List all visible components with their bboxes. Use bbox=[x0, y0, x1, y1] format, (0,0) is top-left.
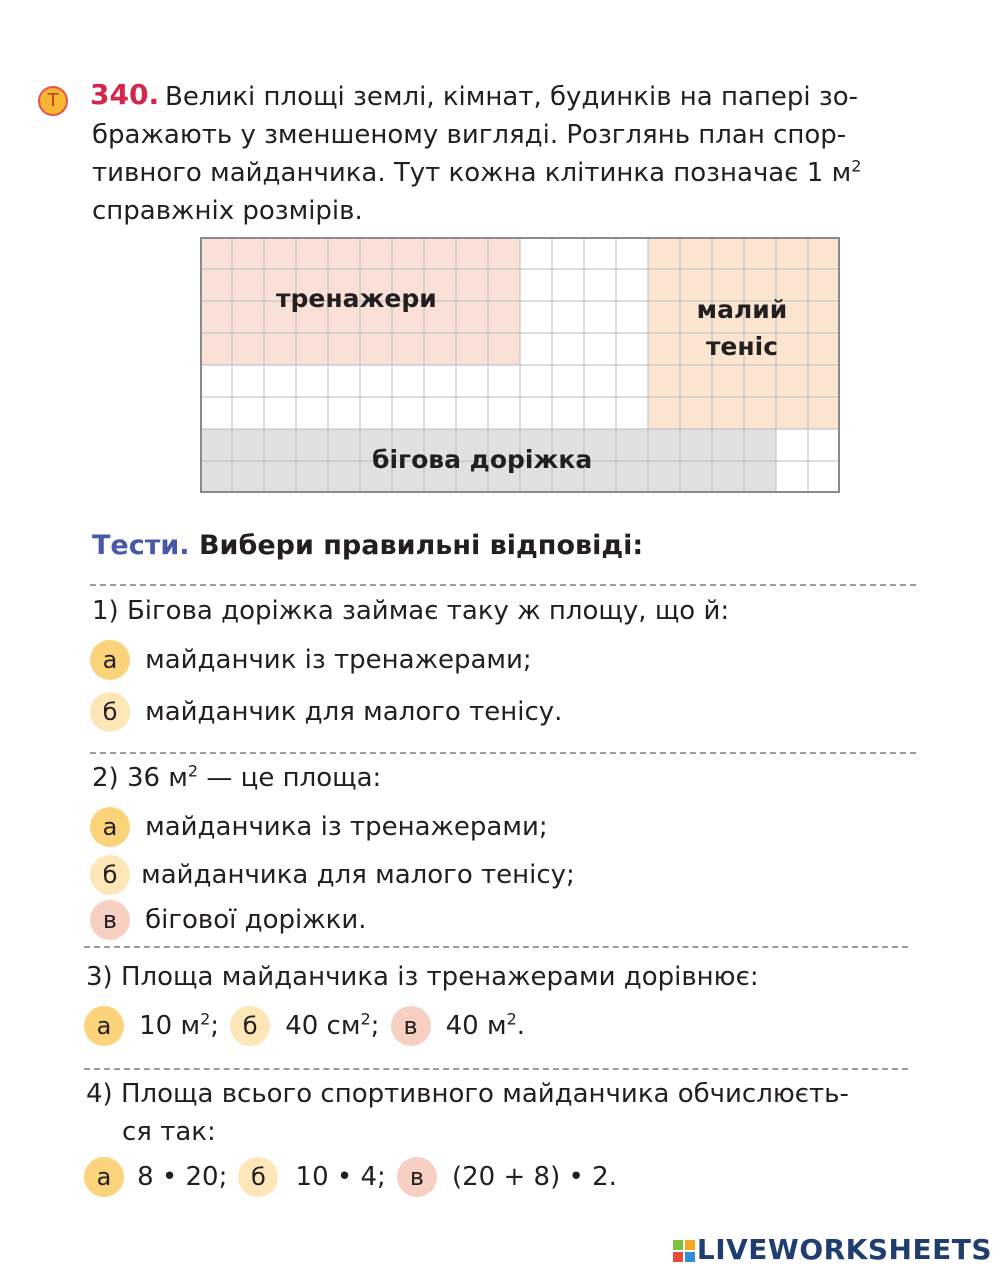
q2-option-b-marker[interactable]: б bbox=[90, 855, 130, 895]
q2-option-v[interactable] bbox=[90, 900, 367, 940]
question-3: 3) Площа майданчика із тренажерами дорівнює: bbox=[86, 962, 759, 992]
q3-option-a-value: 10 м bbox=[139, 1011, 201, 1041]
q3-option-a-after: ; bbox=[210, 1011, 220, 1041]
q1-option-a-marker[interactable]: а bbox=[90, 640, 130, 680]
q1-option-b[interactable] bbox=[90, 692, 562, 732]
q4-option-v-marker[interactable]: в bbox=[397, 1157, 437, 1197]
q3-option-v-text bbox=[446, 1011, 525, 1041]
q4-option-b[interactable] bbox=[238, 1162, 390, 1192]
question-4-line-2: ся так: bbox=[122, 1117, 216, 1147]
q2-option-a-text: майданчика із тренажерами; bbox=[145, 812, 548, 842]
divider bbox=[84, 1068, 908, 1070]
question-1: 1) Бігова доріжка займає таку ж площу, що й: bbox=[92, 596, 730, 626]
zone-label-trenazhery: тренажери bbox=[276, 284, 437, 313]
q4-option-b-marker[interactable]: б bbox=[238, 1157, 278, 1197]
q1-option-b-marker[interactable]: б bbox=[90, 692, 130, 732]
task-text-line-3-main: тивного майданчика. Тут кожна клітинка позначає 1 м bbox=[92, 158, 852, 188]
task-text-line-1: Великі площі землі, кімнат, будинків на папері зо- bbox=[165, 82, 859, 112]
q3-option-a-sup: 2 bbox=[200, 1009, 211, 1029]
q1-option-a-text: майданчик із тренажерами; bbox=[145, 645, 532, 675]
q3-option-b[interactable] bbox=[230, 1009, 384, 1041]
tests-instruction: Вибери правильні відповіді: bbox=[198, 530, 644, 561]
divider bbox=[84, 946, 908, 948]
q1-option-b-text: майданчик для малого тенісу. bbox=[145, 697, 563, 727]
task-text-line-4: справжніх розмірів. bbox=[92, 196, 363, 226]
question-2 bbox=[92, 760, 381, 796]
tests-label: Тести. bbox=[92, 530, 190, 561]
question-2-pre: 2) 36 м bbox=[92, 763, 188, 793]
q3-option-v-sup: 2 bbox=[506, 1009, 517, 1029]
q3-option-a-marker[interactable]: а bbox=[84, 1006, 124, 1046]
q4-option-a[interactable] bbox=[84, 1162, 232, 1192]
q2-option-a-marker[interactable]: а bbox=[90, 807, 130, 847]
q2-option-a[interactable] bbox=[90, 807, 548, 847]
q4-option-v-text: (20 + 8) • 2. bbox=[452, 1162, 617, 1192]
q2-option-b[interactable] bbox=[90, 855, 575, 895]
q1-option-a[interactable] bbox=[90, 640, 532, 680]
task-text-line-3 bbox=[92, 154, 861, 192]
q2-option-v-text: бігової доріжки. bbox=[145, 905, 367, 935]
q3-option-b-marker[interactable]: б bbox=[230, 1006, 270, 1046]
q2-option-b-text: майданчика для малого тенісу; bbox=[141, 860, 575, 890]
zone-label-track: бігова доріжка bbox=[372, 445, 593, 474]
task-text-line-2: бражають у зменшеному вигляді. Розглянь план спор- bbox=[92, 120, 847, 150]
q4-options bbox=[84, 1157, 617, 1197]
liveworksheets-logo bbox=[673, 1233, 992, 1266]
question-2-sup: 2 bbox=[187, 761, 199, 781]
zone-label-tennis-2: теніс bbox=[705, 332, 779, 361]
question-4-line-1: 4) Площа всього спортивного майданчика обчислюєть- bbox=[86, 1079, 849, 1109]
liveworksheets-logo-icon bbox=[673, 1240, 695, 1262]
q3-option-b-text bbox=[285, 1011, 379, 1041]
q2-option-v-marker[interactable]: в bbox=[90, 900, 130, 940]
q4-option-a-text: 8 • 20; bbox=[137, 1162, 228, 1192]
q3-option-v-marker[interactable]: в bbox=[391, 1006, 431, 1046]
q3-option-a[interactable] bbox=[84, 1009, 224, 1041]
q3-options bbox=[84, 1006, 525, 1046]
q3-option-v-value: 40 м bbox=[445, 1011, 507, 1041]
divider bbox=[90, 584, 916, 586]
divider bbox=[90, 752, 916, 754]
q3-option-b-after: ; bbox=[370, 1011, 380, 1041]
task-number: 340. bbox=[90, 78, 160, 111]
question-2-post: — це площа: bbox=[198, 763, 382, 793]
q3-option-b-value: 40 см bbox=[285, 1011, 361, 1041]
liveworksheets-logo-text: LIVEWORKSHEETS bbox=[696, 1233, 992, 1266]
task-type-badge: Т bbox=[38, 86, 68, 116]
q4-option-a-marker[interactable]: а bbox=[84, 1157, 124, 1197]
q4-option-v[interactable] bbox=[397, 1162, 617, 1192]
tests-heading bbox=[92, 530, 643, 561]
q3-option-a-text bbox=[139, 1011, 219, 1041]
q3-option-v-after: . bbox=[516, 1011, 526, 1041]
task-text-sup: 2 bbox=[851, 156, 862, 176]
q3-option-v[interactable] bbox=[391, 1009, 526, 1041]
q3-option-b-sup: 2 bbox=[360, 1009, 371, 1029]
zone-label-tennis-1: малий bbox=[696, 295, 788, 324]
q4-option-b-text: 10 • 4; bbox=[295, 1162, 386, 1192]
